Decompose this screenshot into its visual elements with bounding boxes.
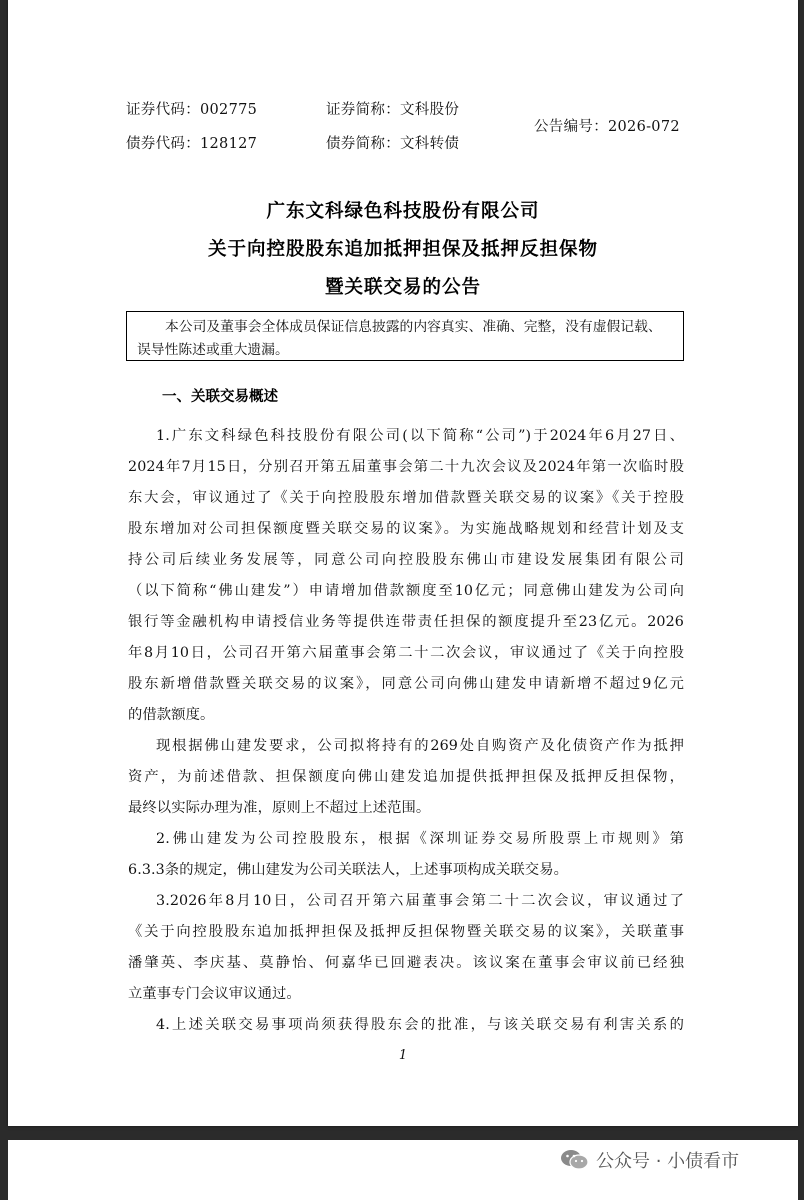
watermark [560,1143,739,1177]
statement-text: 本公司及董事会全体成员保证信息披露的内容真实、准确、完整，没有虚假记载、误导性陈述或重大遗漏。 [137,319,662,358]
document-page [8,0,798,1126]
body-line: 的借款额度。 [128,707,215,723]
body-line: 最终以实际办理为准，原则上不超过上述范围。 [128,800,431,816]
wechat-icon [560,1148,590,1172]
body-line: 6.3.3条的规定，佛山建发为公司关联法人，上述事项构成关联交易。 [128,862,568,878]
body-line: 2024年7月15日，分别召开第五届董事会第二十九次会议及2024年第一次临时股 [128,459,684,475]
page-number: 1 [398,1048,408,1063]
body-line: 立董事专门会议审议通过。 [128,986,301,1002]
bond-code: 债券代码：128127 [126,136,258,152]
body-line: 银行等金融机构申请授信业务等提供连带责任担保的额度提升至23亿元。2026 [128,614,684,630]
body-line: 现根据佛山建发要求，公司拟将持有的269处自购资产及化债资产作为抵押 [156,738,684,754]
body-line: 资产，为前述借款、担保额度向佛山建发追加提供抵押担保及抵押反担保物， [128,769,684,785]
body-line: 潘肇英、李庆基、莫静怡、何嘉华已回避表决。该议案在董事会审议前已经独 [128,955,684,971]
body-line: 年8月10日，公司召开第六届董事会第二十二次会议，审议通过了《关于向控股 [128,645,684,661]
announcement-number: 公告编号：2026-072 [534,119,680,135]
body-line: 持公司后续业务发展等，同意公司向控股股东佛山市建设发展集团有限公司 [128,552,684,568]
section-heading: 一、关联交易概述 [162,389,278,405]
title-subject: 关于向控股股东追加抵押担保及抵押反担保物 [207,239,598,260]
title-related-transaction: 暨关联交易的公告 [324,277,481,298]
body-line: 股东增加对公司担保额度暨关联交易的议案》。为实施战略规划和经营计划及支 [128,521,684,537]
watermark-text: 公众号 · 小债看市 [596,1151,740,1172]
statement-box [126,311,684,361]
body-line: 东大会，审议通过了《关于向控股股东增加借款暨关联交易的议案》《关于控股 [128,490,684,506]
body-line: 4.上述关联交易事项尚须获得股东会的批准，与该关联交易有利害关系的 [156,1017,684,1033]
title-company: 广东文科绿色科技股份有限公司 [266,201,540,222]
body-line: 2.佛山建发为公司控股股东，根据《深圳证券交易所股票上市规则》第 [156,831,684,847]
body-line: 《关于向控股股东追加抵押担保及抵押反担保物暨关联交易的议案》，关联董事 [128,924,684,940]
body-line: （以下简称“佛山建发”）申请增加借款额度至10亿元；同意佛山建发为公司向 [128,583,684,599]
bond-name: 债券简称：文科转债 [326,136,460,152]
stock-code: 证券代码：002775 [126,102,258,118]
body-line: 1.广东文科绿色科技股份有限公司(以下简称“公司”)于2024年6月27日、 [156,428,684,444]
body-line: 3.2026年8月10日，公司召开第六届董事会第二十二次会议，审议通过了 [156,893,684,909]
stock-name: 证券简称：文科股份 [326,102,460,118]
body-line: 股东新增借款暨关联交易的议案》，同意公司向佛山建发申请新增不超过9亿元 [128,676,684,692]
